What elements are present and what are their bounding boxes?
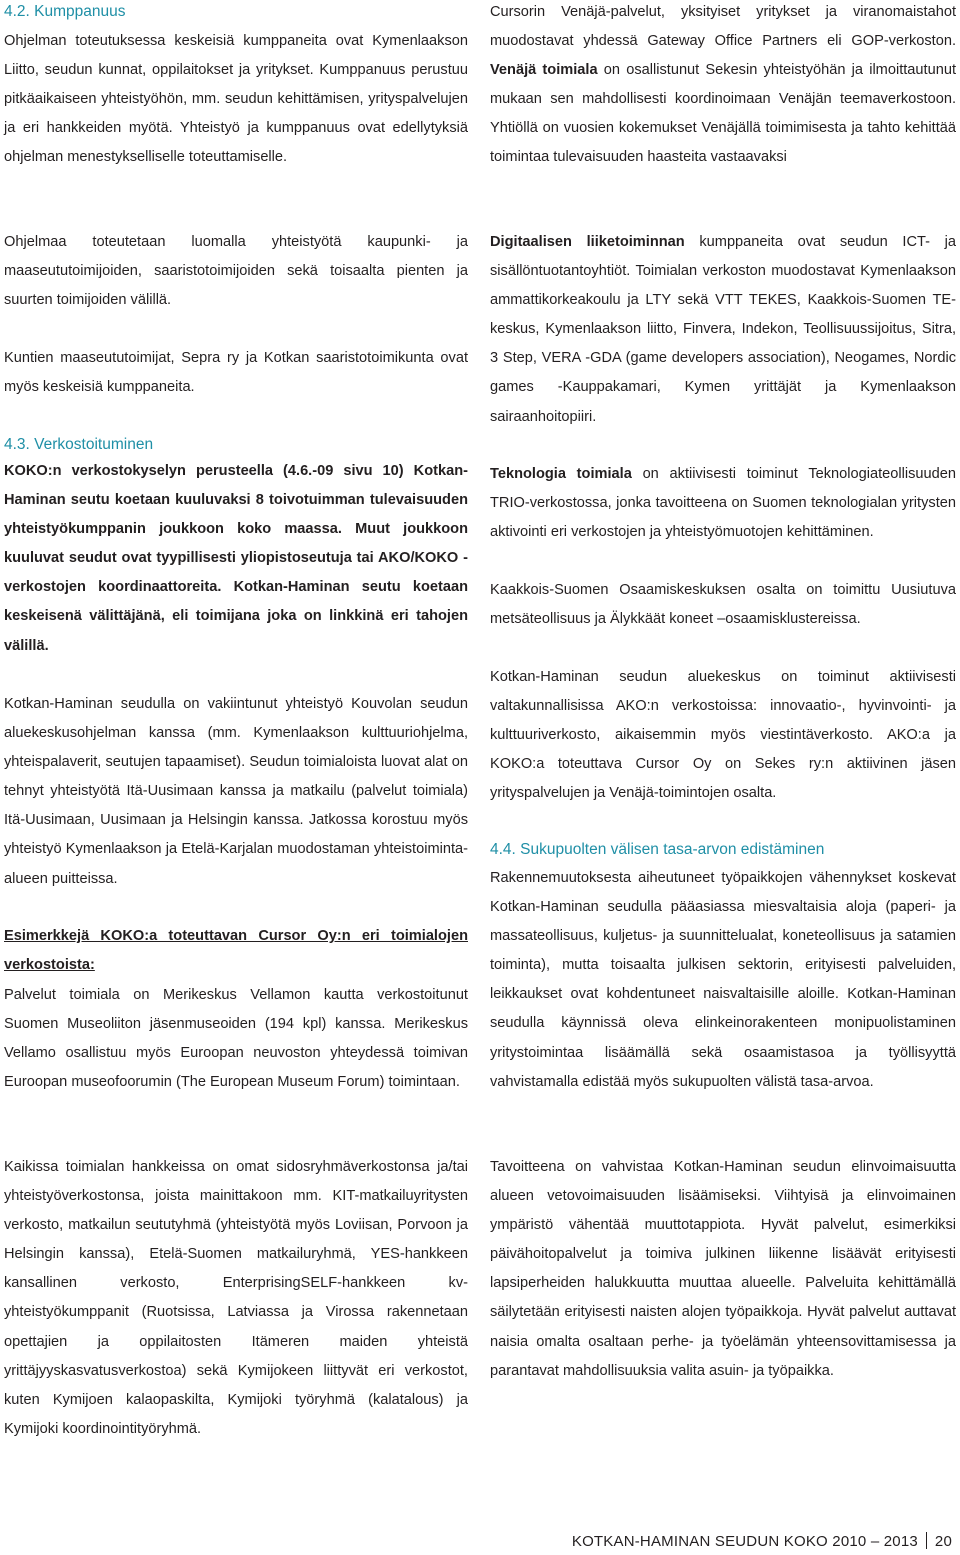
examples-heading: Esimerkkejä KOKO:a toteuttavan Cursor Oy:n eri toimialojen verkostoista: [4, 928, 468, 974]
section-4-4-heading: 4.4. Sukupuolten välisen tasa-arvon edistäminen [490, 841, 825, 858]
russia-bold: Venäjä toimiala [490, 62, 598, 79]
section-4-3-bold-paragraph: KOKO:n verkostokyselyn perusteella (4.6.-09 sivu 10) Kotkan-Haminan seutu koetaan kuuluvaksi 8 toivotuimman tulevaisuuden yhteistyökumppanin joukkoon koko maassa. Muut joukkoon kuuluvat seudut ovat tyypillisesti yliopistoseutuja tai AKO/KOKO -verkostojen koordinaattoreita. Kotkan-Haminan seutu koetaan keskeisenä välittäjänä, eli toimijana joka on linkkinä eri tahojen välillä. [4, 463, 468, 654]
regional-centre-paragraph: Kotkan-Haminan seudun aluekeskus on toiminut aktiivisesti valtakunnallisissa AKO:n verkostoissa: innovaatio-, hyvinvointi- ja kulttuuriverkosto, aikaisemmin myös viestintäverkosto. AKO:a ja KOKO:a toteuttava Cursor Oy on Sekes ry:n aktiivinen jäsen yrityspalvelujen ja Venäjä-toimintojen osalta. [490, 669, 956, 802]
digital-paragraph [490, 228, 956, 432]
section-4-2-paragraph-1: Ohjelman toteutuksessa keskeisiä kumppaneita ovat Kymenlaakson Liitto, seudun kunnat, oppilaitokset ja yritykset. Kumppanuus perustuu pitkäaikaiseen yhteistyöhön, mm. seudun kehittämisen, yrityspalvelujen ja eri hankkeiden myötä. Yhteistyö ja kumppanuus ovat edellytyksiä ohjelman menestykselliselle toteuttamiselle. [4, 33, 468, 166]
footer-title: KOTKAN-HAMINAN SEUDUN KOKO 2010 – 2013 [571, 1533, 918, 1550]
section-4-2-paragraph-3: Kuntien maaseututoimijat, Sepra ry ja Kotkan saaristotoimikunta ovat myös keskeisiä kumppaneita. [4, 350, 468, 396]
section-4-3-paragraph-2: Kotkan-Haminan seudulla on vakiintunut yhteistyö Kouvolan seudun aluekeskusohjelman kanssa (mm. Kymenlaakson kulttuuriohjelma, yhteispalaverit, seutujen tapaamiset). Seudun toimialoista luovat alat on tehnyt yhteistyötä Itä-Uusimaan kanssa ja matkailu (palvelut toimiala) Itä-Uusimaan, Uusimaan ja Helsingin kanssa. Jatkossa korostuu myös yhteistyö Kymenlaakson ja Etelä-Karjalan muodostaman yhteistoiminta-alueen puitteissa. [4, 696, 468, 887]
technology-paragraph [490, 460, 956, 547]
footer-divider [926, 1532, 927, 1549]
technology-text: on aktiivisesti toiminut Teknologiateollisuuden TRIO-verkostossa, jonka tavoitteena on Suomen teknologialan yritysten aktivointi eri verkostojen ja yhteistyömuotojen kehittäminen. [490, 466, 956, 541]
digital-bold: Digitaalisen liiketoiminnan [490, 234, 685, 250]
page-footer [572, 1532, 952, 1552]
section-4-2-paragraph-2: Ohjelmaa toteutetaan luomalla yhteistyötä kaupunki- ja maaseututoimijoiden, saaristotoimijoiden sekä toisaalta pienten ja suurten toimijoiden välillä. [4, 234, 468, 309]
section-4-4-paragraph-1: Rakennemuutoksesta aiheutuneet työpaikkojen vähennykset koskevat Kotkan-Haminan seudulla pääasiassa miesvaltaisia aloja (paperi- ja massateollisuus, kuljetus- ja suunnittelualat, koneteollisuus ja satamien toiminta), mutta toisaalta julkisen sektorin, erityisesti palveluiden, leikkaukset ovat kohdentuneet naisvaltaisille aloille. Kotkan-Haminan seudulla käynnissä oleva elinkeinorakenteen monipuolistaminen yritystoimintaa lisäämällä sekä osaamistasoa ja työllisyyttä vahvistamalla edistää myös sukupuolten välistä tasa-arvoa. [490, 870, 956, 1090]
technology-bold: Teknologia toimiala [490, 466, 632, 482]
page-number: 20 [934, 1533, 952, 1550]
osaamiskeskus-paragraph: Kaakkois-Suomen Osaamiskeskuksen osalta on toimittu Uusiutuva metsäteollisuus ja Älykkäät koneet –osaamisklustereissa. [490, 582, 956, 628]
russia-rest: on osallistunut Sekesin yhteistyöhän ja ilmoittautunut mukaan sen mahdollisesti koordinoimaan Venäjän teemaverkostoon. Yhtiöllä on vuosien kokemukset Venäjällä toimimisesta ja tahto kehittää toimintaa tulevaisuuden haasteita vastaavaksi [490, 62, 957, 166]
russia-paragraph [490, 0, 956, 173]
russia-intro: Cursorin Venäjä-palvelut, yksityiset yritykset ja viranomaistahot muodostavat yhdessä Gateway Office Partners eli GOP-verkoston. [490, 4, 956, 50]
section-4-3-heading: 4.3. Verkostoituminen [4, 436, 154, 453]
section-4-4-paragraph-2: Tavoitteena on vahvistaa Kotkan-Haminan seudun elinvoimaisuutta alueen vetovoimaisuuden lisäämiseksi. Viihtyisä ja elinvoimainen ympäristö vähentää muuttotappiota. Hyvät palvelut, esimerkiksi päivähoitopalvelut ja toimiva julkinen liikenne lisäävät erityisesti lapsiperheiden halukkuutta muuttaa alueelle. Palveluita kehittämällä säilytetään erityisesti naisten alojen työpaikkoja. Hyvät palvelut auttavat naisia omalta osaltaan perhe- ja työelämän yhteensovittamisessa ja parantavat mahdollisuuksia valita asuin- ja työpaikka. [490, 1159, 956, 1379]
examples-paragraph: Palvelut toimiala on Merikeskus Vellamon kautta verkostoitunut Suomen Museoliiton jäsenmuseoiden (194 kpl) kanssa. Merikeskus Vellamo osallistuu myös Euroopan neuvoston yhteydessä toimivan Euroopan museofoorumin (The European Museum Forum) toimintaan. [4, 987, 468, 1091]
section-4-2-heading: 4.2. Kumppanuus [4, 3, 126, 20]
networks-paragraph: Kaikissa toimialan hankkeissa on omat sidosryhmäverkostonsa ja/tai yhteistyöverkostonsa, joista mainittakoon mm. KIT-matkailuyritysten verkosto, matkailun seututyhmä (yhteistyötä myös Loviisan, Porvoon ja Helsingin kanssa), Etelä-Suomen matkailuryhmä, YES-hankkeen kansallinen verkosto, EnterprisingSELF-hankkeen kv-yhteistyökumppanit (Ruotsissa, Latviassa ja Virossa rakennetaan opettajien ja oppilaitosten Itämeren maiden yhteistä yrittäjyyskasvatusverkostoa) sekä Kymijokeen liittyvät eri verkostot, kuten Kymijoen kalaopaskilta, Kymijoki työryhmä (kalatalous) ja Kymijoki koordinointityöryhmä. [4, 1159, 468, 1437]
digital-text: kumppaneita ovat seudun ICT- ja sisällöntuotantoyhtiöt. Toimialan verkoston muodostavat Kymenlaakson ammattikorkeakoulu ja LTY sekä VTT TEKES, Kaakkois-Suomen TE-keskus, Kymenlaakson liitto, Finvera, Indekon, Teollisuussijoitus, Sitra, 3 Step, VERA -GDA (game developers association), Neogames, Nordic games -Kauppakamari, Kymen yrittäjät ja Kymenlaakson sairaanhoitopiiri. [490, 234, 956, 425]
